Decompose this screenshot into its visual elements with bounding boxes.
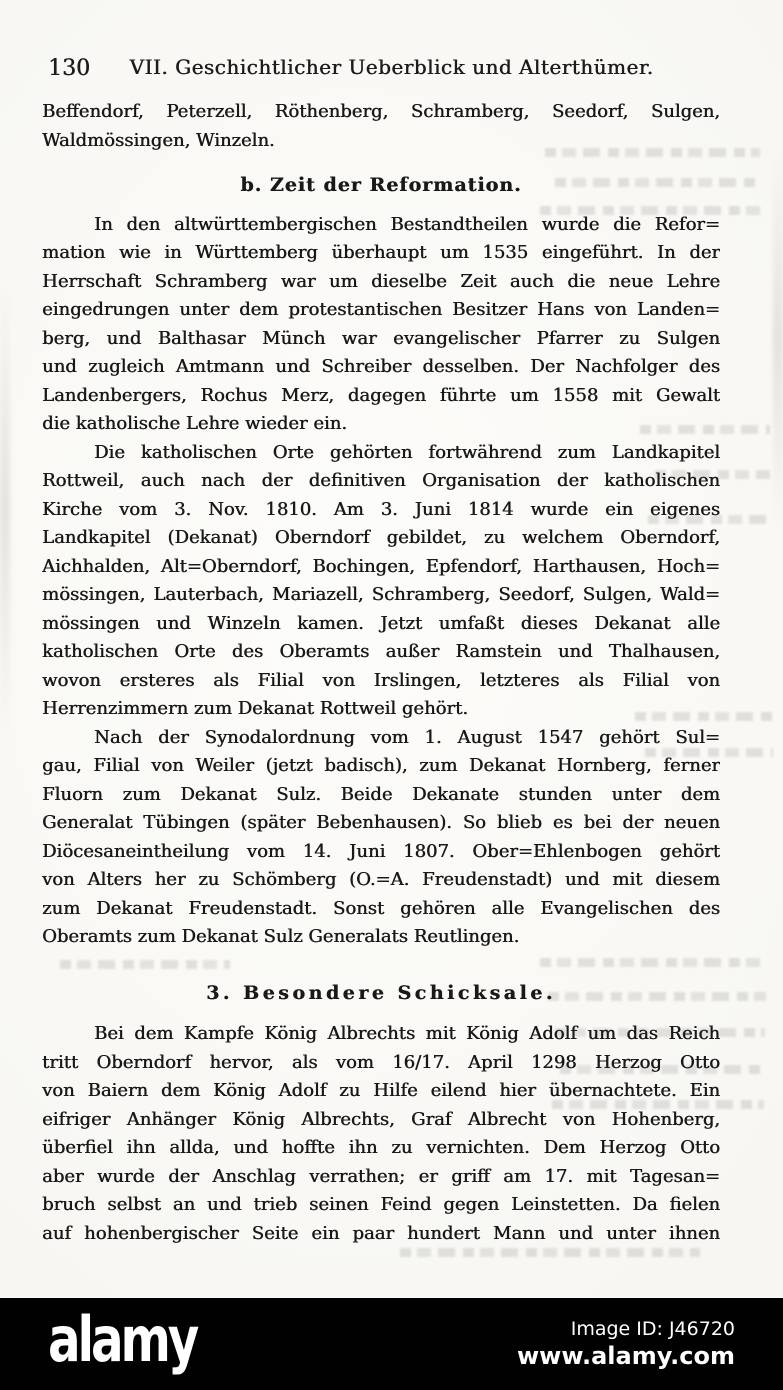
text-line: Nach der Synodalordnung vom 1. August 1547 gehört Sul= (94, 726, 720, 748)
text-line: Die katholischen Orte gehörten fortwährend zum Landkapitel (94, 441, 720, 463)
bleedthrough-mark (555, 178, 760, 187)
page-content (42, 98, 720, 1248)
text-line: Generalat Tübingen (später Bebenhausen). So blieb es bei der neuen (42, 812, 720, 833)
text-line: mössingen und Winzeln kamen. Jetzt umfaßt dieses Dekanat alle (42, 612, 720, 634)
text-line: bruch selbst an und trieb seinen Feind gegen Leinstetten. Da fielen (42, 1194, 720, 1215)
bleedthrough-mark (640, 425, 770, 434)
bleedthrough-mark (560, 1065, 765, 1074)
paragraph (42, 211, 720, 439)
text-line: zum Dekanat Freudenstadt. Sonst gehören alle Evangelischen des (42, 897, 720, 919)
paragraph (42, 98, 720, 155)
text-line: eifriger Anhänger König Albrechts, Graf Albrecht von Hohenberg, (42, 1108, 720, 1130)
text-line: gau, Filial von Weiler (jetzt badisch), zum Dekanat Hornberg, ferner (42, 755, 720, 776)
running-title: VII. Geschichtlicher Ueberblick und Alterthümer. (129, 55, 654, 79)
alamy-url: www.alamy.com (516, 1342, 735, 1371)
bleedthrough-mark (555, 1028, 765, 1037)
page-number: 130 (48, 56, 90, 81)
text-line: und zugleich Amtmann und Schreiber desselben. Der Nachfolger des (42, 356, 720, 377)
text-line: Herrschaft Schramberg war um dieselbe Zeit auch die neue Lehre (42, 270, 720, 292)
text-line: Waldmössingen, Winzeln. (42, 129, 275, 151)
alamy-watermark-bar (0, 1298, 783, 1390)
text-line: Aichhalden, Alt=Oberndorf, Bochingen, Epfendorf, Harthausen, Hoch= (42, 555, 720, 577)
bleedthrough-mark (400, 1248, 700, 1257)
text-line: Beffendorf, Peterzell, Röthenberg, Schramberg, Seedorf, Sulgen, (42, 101, 720, 122)
page-header (0, 55, 783, 85)
text-line: auf hohenbergischer Seite ein paar hundert Mann und unter ihnen (42, 1222, 720, 1244)
text-line: berg, und Balthasar Münch war evangelischer Pfarrer zu Sulgen (42, 327, 720, 349)
paragraph (42, 439, 720, 724)
bleedthrough-mark (648, 515, 770, 524)
text-line: Kirche vom 3. Nov. 1810. Am 3. Juni 1814 wurde ein eigenes (42, 498, 720, 520)
text-line: In den altwürttembergischen Bestandtheilen wurde die Refor= (94, 213, 720, 235)
scan-edge-smudge (0, 280, 10, 740)
text-line: Fluorn zum Dekanat Sulz. Beide Dekanate stunden unter dem (42, 783, 720, 805)
text-line: Diöcesaneintheilung vom 14. Juni 1807. Ober=Ehlenbogen gehört (42, 840, 720, 862)
bleedthrough-mark (548, 992, 766, 1001)
text-line: mössingen, Lauterbach, Mariazell, Schramberg, Seedorf, Sulgen, Wald= (42, 584, 720, 605)
bleedthrough-mark (60, 960, 230, 969)
scan-edge-smudge (773, 150, 783, 530)
bleedthrough-mark (645, 748, 773, 757)
bleedthrough-mark (540, 206, 760, 215)
text-line: Oberamts zum Dekanat Sulz Generalats Reutlingen. (42, 926, 520, 947)
text-line: wovon ersteres als Filial von Irslingen, letzteres als Filial von (42, 669, 720, 691)
section-heading: 3. Besondere Schicksale. (206, 981, 556, 1004)
text-line: Herrenzimmern zum Dekanat Rottweil gehört. (42, 698, 468, 719)
bleedthrough-mark (552, 1100, 764, 1109)
text-line: Rottweil, auch nach der definitiven Organisation der katholischen (42, 470, 720, 491)
text-line: Landkapitel (Dekanat) Oberndorf gebildet, zu welchem Oberndorf, (42, 527, 720, 548)
bleedthrough-mark (655, 470, 770, 479)
text-line: tritt Oberndorf hervor, als vom 16/17. April 1298 Herzog Otto (42, 1051, 720, 1073)
text-line: Bei dem Kampfe König Albrechts mit König Adolf um das Reich (94, 1023, 720, 1044)
text-line: von Alters her zu Schömberg (O.=A. Freudenstadt) und mit diesem (42, 869, 720, 890)
text-line: katholischen Orte des Oberamts außer Ramstein und Thalhausen, (42, 641, 720, 662)
alamy-meta (517, 1317, 735, 1372)
text-line: die katholische Lehre wieder ein. (42, 413, 347, 434)
text-line: von Baiern dem König Adolf zu Hilfe eilend hier übernachtete. Ein (42, 1080, 720, 1101)
bleedthrough-mark (540, 958, 765, 967)
bleedthrough-mark (545, 148, 760, 157)
image-id-label: Image ID: J46720 (570, 1317, 735, 1340)
text-line: Landenbergers, Rochus Merz, dagegen führte um 1558 mit Gewalt (42, 384, 720, 406)
text-line: mation wie in Württemberg überhaupt um 1535 eingeführt. In der (42, 242, 720, 263)
section-heading: b. Zeit der Reformation. (240, 174, 522, 196)
alamy-logo: alamy (48, 1303, 197, 1376)
text-line: aber wurde der Anschlag verrathen; er griff am 17. mit Tagesan= (42, 1165, 720, 1187)
paragraph (42, 724, 720, 952)
text-line: eingedrungen unter dem protestantischen Besitzer Hans von Landen= (42, 299, 720, 320)
bleedthrough-mark (635, 712, 773, 721)
paragraph (42, 1020, 720, 1248)
text-line: überfiel ihn allda, und hoffte ihn zu vernichten. Dem Herzog Otto (42, 1137, 720, 1158)
